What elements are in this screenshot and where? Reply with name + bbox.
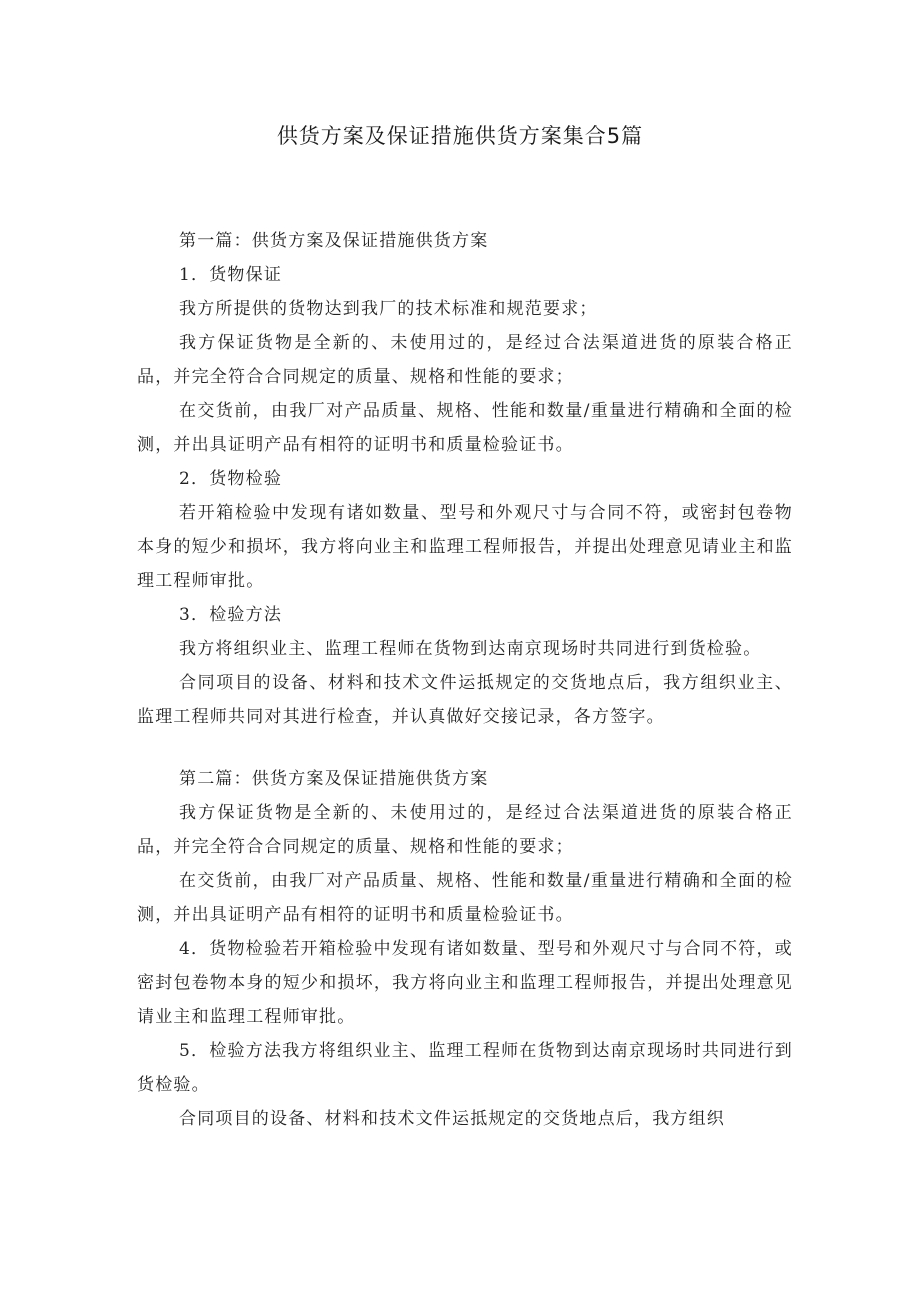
section-divider	[137, 734, 793, 762]
paragraph: 5．检验方法我方将组织业主、监理工程师在货物到达南京现场时共同进行到货检验。	[137, 1041, 793, 1095]
section-1	[137, 224, 793, 734]
document-title: 供货方案及保证措施供货方案集合5篇	[276, 124, 644, 148]
paragraph: 2．货物检验	[179, 469, 283, 489]
paragraph: 我方保证货物是全新的、未使用过的，是经过合法渠道进货的原装合格正品，并完全符合合同规定的质量、规格和性能的要求；	[137, 333, 793, 387]
section-1-heading: 第一篇：供货方案及保证措施供货方案	[179, 231, 489, 251]
paragraph: 我方将组织业主、监理工程师在货物到达南京现场时共同进行到货检验。	[179, 639, 762, 659]
paragraph: 在交货前，由我厂对产品质量、规格、性能和数量/重量进行精确和全面的检测，并出具证明产品有相符的证明书和质量检验证书。	[137, 401, 793, 455]
section-2-heading: 第二篇：供货方案及保证措施供货方案	[179, 769, 489, 789]
paragraph: 3．检验方法	[179, 605, 283, 625]
section-2	[137, 762, 793, 1136]
paragraph: 我方保证货物是全新的、未使用过的，是经过合法渠道进货的原装合格正品，并完全符合合同规定的质量、规格和性能的要求；	[137, 803, 793, 857]
paragraph: 合同项目的设备、材料和技术文件运抵规定的交货地点后，我方组织	[179, 1109, 725, 1129]
paragraph: 1．货物保证	[179, 265, 283, 285]
document-body	[137, 224, 793, 1136]
paragraph: 4．货物检验若开箱检验中发现有诸如数量、型号和外观尺寸与合同不符，或密封包卷物本身的短少和损坏，我方将向业主和监理工程师报告，并提出处理意见请业主和监理工程师审批。	[137, 939, 793, 1027]
paragraph: 合同项目的设备、材料和技术文件运抵规定的交货地点后，我方组织业主、监理工程师共同对其进行检查，并认真做好交接记录，各方签字。	[137, 673, 793, 727]
paragraph: 在交货前，由我厂对产品质量、规格、性能和数量/重量进行精确和全面的检测，并出具证明产品有相符的证明书和质量检验证书。	[137, 871, 793, 925]
paragraph: 若开箱检验中发现有诸如数量、型号和外观尺寸与合同不符，或密封包卷物本身的短少和损坏，我方将向业主和监理工程师报告，并提出处理意见请业主和监理工程师审批。	[137, 503, 793, 591]
paragraph: 我方所提供的货物达到我厂的技术标准和规范要求；	[179, 299, 598, 319]
